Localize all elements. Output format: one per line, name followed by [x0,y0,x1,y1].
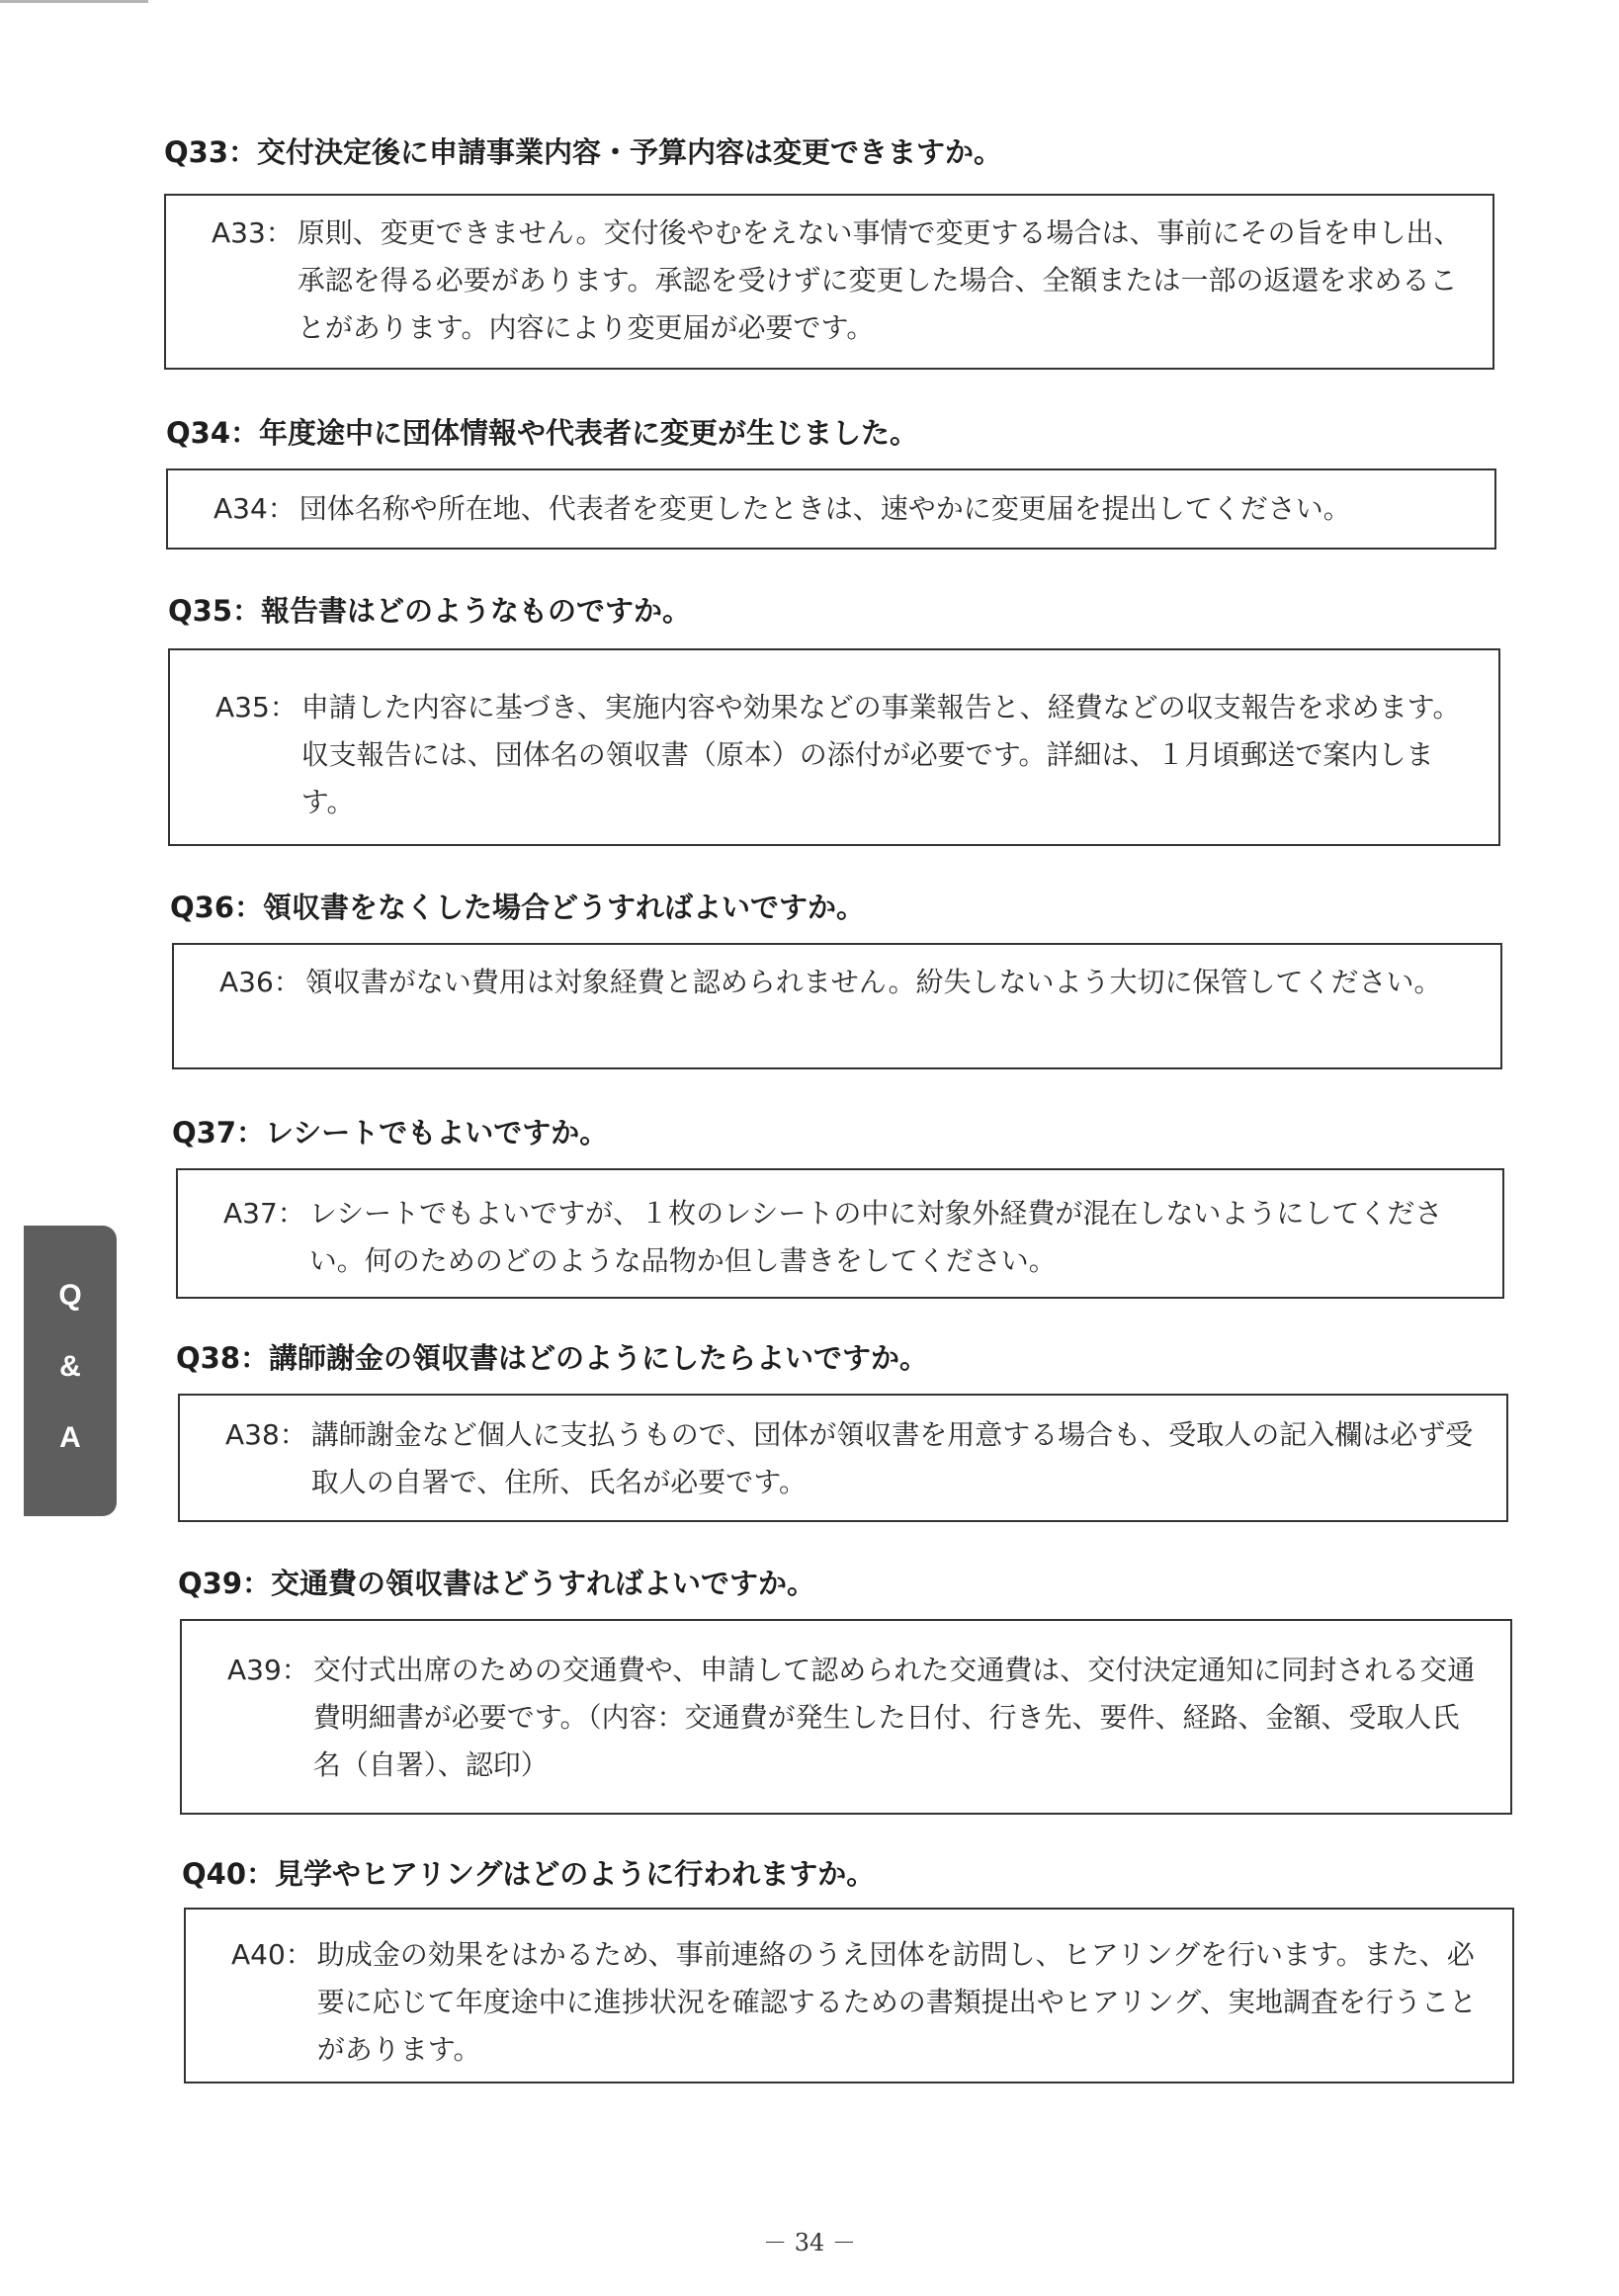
answer-37 [223,1190,1477,1285]
answer-label-36: A36： [219,966,301,998]
answer-text-38: 講師謝金など個人に支払うもので、団体が領収書を用意する場合も、受取人の記入欄は必ず受取人の自署で、住所、氏名が必要です。 [310,1418,1474,1498]
page-number: － 34 － [763,2229,856,2256]
answer-38 [225,1411,1483,1506]
answer-40 [231,1931,1487,2074]
question-34: Q34：年度途中に団体情報や代表者に変更が生じました。 [166,416,919,450]
answer-label-35: A35： [215,691,298,723]
question-36: Q36：領収書をなくした場合どうすればよいですか。 [170,891,866,924]
question-40: Q40：見学やヒアリングはどのように行われますか。 [182,1857,876,1891]
side-tab-letter-ampersand: & [59,1350,81,1383]
answer-label-40: A40： [231,1938,313,1971]
answer-text-40: 助成金の効果をはかるため、事前連絡のうえ団体を訪問し、ヒアリングを行います。また、必要に応じて年度途中に進捗状況を確認するための書類提出やヒアリング、実地調査を行うことがあります。 [316,1938,1478,2066]
answer-text-34: 団体名称や所在地、代表者を変更したときは、速やかに変更届を提出してください。 [298,492,1351,525]
question-33: Q33：交付決定後に申請事業内容・予算内容は変更できますか。 [164,135,1003,169]
answer-35 [215,684,1471,826]
answer-text-35: 申請した内容に基づき、実施内容や効果などの事業報告と、経費などの収支報告を求めます。収支報告には、団体名の領収書（原本）の添付が必要です。詳細は、１月頃郵送で案内します。 [300,691,1461,818]
question-35: Q35：報告書はどのようなものですか。 [168,594,692,628]
question-37: Q37：レシートでもよいですか。 [172,1116,609,1149]
side-tab-letter-q: Q [58,1279,82,1312]
answer-text-33: 原則、変更できません。交付後やむをえない事情で変更する場合は、事前にその旨を申し出、承認を得る必要があります。承認を受けずに変更した場合、全額または一部の返還を求めることがあります。内容により変更届が必要です。 [297,216,1462,344]
answer-label-34: A34： [213,492,296,525]
question-39: Q39：交通費の領収書はどうすればよいですか。 [178,1567,816,1600]
qa-section-tab [24,1226,117,1516]
question-38: Q38：講師謝金の領収書はどのようにしたらよいですか。 [176,1341,929,1375]
answer-label-33: A33： [212,216,294,249]
answer-text-39: 交付式出席のための交通費や、申請して認められた交通費は、交付決定通知に同封される交通費明細書が必要です。（内容：交通費が発生した日付、行き先、要件、経路、金額、受取人氏名（自署）、認印） [312,1654,1476,1781]
answer-33 [212,210,1467,352]
answer-label-38: A38： [225,1418,307,1451]
answer-34 [213,485,1484,533]
answer-36 [219,959,1473,1006]
side-tab-letter-a: A [59,1421,81,1454]
answer-39 [227,1647,1485,1789]
answer-label-39: A39： [227,1654,309,1686]
answer-text-37: レシートでもよいですが、１枚のレシートの中に対象外経費が混在しないようにしてください。何のためのどのような品物か但し書きをしてください。 [308,1197,1443,1277]
answer-text-36: 領収書がない費用は対象経費と認められません。紛失しないよう大切に保管してください。 [304,966,1442,998]
answer-label-37: A37： [223,1197,305,1230]
top-rule [0,0,148,3]
